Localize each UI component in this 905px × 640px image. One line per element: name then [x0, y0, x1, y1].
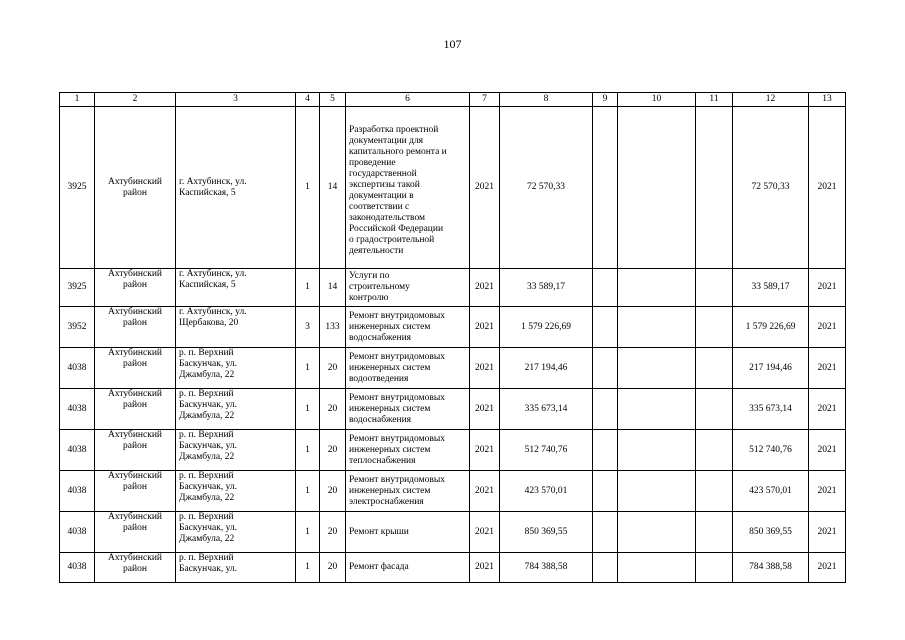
table-cell: Ахтубинский район — [95, 348, 176, 389]
table-cell — [618, 553, 696, 583]
table-cell: 1 — [296, 430, 320, 471]
table-cell: 3 — [296, 307, 320, 348]
table-cell — [593, 512, 618, 553]
table-cell — [618, 471, 696, 512]
table-row — [60, 553, 846, 583]
table-cell: р. п. Верхний Баскунчак, ул. Джамбула, 22 — [176, 389, 296, 430]
table-cell: 2021 — [470, 269, 500, 307]
table-cell — [696, 269, 733, 307]
table-row — [60, 430, 846, 471]
table-cell: 217 194,46 — [733, 348, 809, 389]
table-cell: 217 194,46 — [500, 348, 593, 389]
table-cell — [593, 269, 618, 307]
table-cell: Ахтубинский район — [95, 430, 176, 471]
table-header — [60, 93, 846, 107]
table-cell: 2021 — [470, 512, 500, 553]
column-header: 13 — [809, 93, 846, 107]
table-row — [60, 307, 846, 348]
table-cell — [696, 307, 733, 348]
column-header: 5 — [320, 93, 346, 107]
table-cell — [696, 348, 733, 389]
table-cell: 784 388,58 — [500, 553, 593, 583]
table-cell — [696, 471, 733, 512]
table-cell: 512 740,76 — [733, 430, 809, 471]
table-cell: р. п. Верхний Баскунчак, ул. — [176, 553, 296, 583]
table-row — [60, 269, 846, 307]
table-cell: Ахтубинский район — [95, 512, 176, 553]
table-cell: 4038 — [60, 430, 95, 471]
table-cell: Ремонт внутридомовых инженерных систем водоснабжения — [346, 389, 470, 430]
table-cell: 335 673,14 — [500, 389, 593, 430]
table-cell — [696, 389, 733, 430]
table-row — [60, 512, 846, 553]
table-cell — [593, 430, 618, 471]
table-cell — [618, 430, 696, 471]
column-header: 7 — [470, 93, 500, 107]
table-cell: 2021 — [470, 107, 500, 269]
table-cell — [593, 107, 618, 269]
column-header: 8 — [500, 93, 593, 107]
table-cell: 2021 — [470, 348, 500, 389]
table-cell: 2021 — [809, 430, 846, 471]
table-cell: 2021 — [470, 471, 500, 512]
table-cell: 4038 — [60, 348, 95, 389]
table-cell: г. Ахтубинск, ул. Каспийская, 5 — [176, 269, 296, 307]
table-cell: 2021 — [470, 430, 500, 471]
table-cell: г. Ахтубинск, ул. Щербакова, 20 — [176, 307, 296, 348]
table-cell: Ахтубинский район — [95, 269, 176, 307]
table-cell: Ахтубинский район — [95, 107, 176, 269]
table-cell: 1 — [296, 553, 320, 583]
table-cell — [696, 553, 733, 583]
table-cell: 20 — [320, 389, 346, 430]
table-cell — [618, 389, 696, 430]
column-header: 6 — [346, 93, 470, 107]
table-cell: 1 — [296, 107, 320, 269]
page-number: 107 — [443, 37, 462, 51]
table-body — [60, 107, 846, 583]
table-row — [60, 348, 846, 389]
table-cell: р. п. Верхний Баскунчак, ул. Джамбула, 22 — [176, 512, 296, 553]
table-cell: 1 — [296, 269, 320, 307]
table-cell — [618, 348, 696, 389]
table-cell — [593, 389, 618, 430]
column-header: 10 — [618, 93, 696, 107]
table-cell: Ремонт фасада — [346, 553, 470, 583]
table-cell: Ахтубинский район — [95, 471, 176, 512]
table-cell: 33 589,17 — [500, 269, 593, 307]
table-cell — [618, 269, 696, 307]
table-cell — [696, 430, 733, 471]
table-cell: Ремонт внутридомовых инженерных систем теплоснабжения — [346, 430, 470, 471]
table-cell: 133 — [320, 307, 346, 348]
table-cell: 20 — [320, 553, 346, 583]
table-cell: 784 388,58 — [733, 553, 809, 583]
table-cell: Ремонт внутридомовых инженерных систем водоотведения — [346, 348, 470, 389]
table-cell: Ахтубинский район — [95, 389, 176, 430]
column-header: 12 — [733, 93, 809, 107]
table-cell: 423 570,01 — [733, 471, 809, 512]
table-cell: 4038 — [60, 553, 95, 583]
table-cell: Ахтубинский район — [95, 307, 176, 348]
table-cell: 850 369,55 — [733, 512, 809, 553]
table-cell — [593, 348, 618, 389]
table-cell: 1 — [296, 512, 320, 553]
table-cell: 2021 — [809, 389, 846, 430]
table-cell: 2021 — [470, 553, 500, 583]
table-cell: 4038 — [60, 512, 95, 553]
table-cell: 2021 — [470, 307, 500, 348]
table-cell: 33 589,17 — [733, 269, 809, 307]
column-header: 3 — [176, 93, 296, 107]
table-cell: 2021 — [470, 389, 500, 430]
table-row — [60, 389, 846, 430]
table-cell: 2021 — [809, 269, 846, 307]
column-header: 4 — [296, 93, 320, 107]
table-cell — [618, 107, 696, 269]
table-cell: р. п. Верхний Баскунчак, ул. Джамбула, 22 — [176, 348, 296, 389]
column-header: 11 — [696, 93, 733, 107]
table-cell: р. п. Верхний Баскунчак, ул. Джамбула, 22 — [176, 471, 296, 512]
table-cell: 2021 — [809, 553, 846, 583]
table-cell: 2021 — [809, 107, 846, 269]
table-cell: 20 — [320, 430, 346, 471]
table-cell — [696, 512, 733, 553]
table-cell: Ахтубинский район — [95, 553, 176, 583]
table-cell — [593, 471, 618, 512]
table-cell: 335 673,14 — [733, 389, 809, 430]
table-cell: г. Ахтубинск, ул. Каспийская, 5 — [176, 107, 296, 269]
table-cell: 3925 — [60, 107, 95, 269]
table-cell: Услуги по строительному контролю — [346, 269, 470, 307]
table-cell: 512 740,76 — [500, 430, 593, 471]
table-row — [60, 471, 846, 512]
table-cell: Ремонт внутридомовых инженерных систем водоснабжения — [346, 307, 470, 348]
column-header: 1 — [60, 93, 95, 107]
table-cell: Разработка проектной документации для капитального ремонта и проведение государственной экспертизы такой документации в соответствии с законодательством Российской Федерации о градостроительной деятельности — [346, 107, 470, 269]
table-cell: 1 579 226,69 — [500, 307, 593, 348]
table-cell: 1 — [296, 348, 320, 389]
table-cell: 72 570,33 — [733, 107, 809, 269]
table-cell — [593, 553, 618, 583]
table-cell — [618, 512, 696, 553]
table-cell: 1 — [296, 471, 320, 512]
table-cell — [618, 307, 696, 348]
table-cell: 3952 — [60, 307, 95, 348]
table-cell: 2021 — [809, 471, 846, 512]
table-cell — [593, 307, 618, 348]
table-cell: 14 — [320, 107, 346, 269]
table-cell: 2021 — [809, 307, 846, 348]
table-cell: Ремонт крыши — [346, 512, 470, 553]
data-table — [59, 92, 846, 583]
table-cell: Ремонт внутридомовых инженерных систем электроснабжения — [346, 471, 470, 512]
table-cell: 4038 — [60, 471, 95, 512]
table-cell: 2021 — [809, 512, 846, 553]
table-cell: 20 — [320, 348, 346, 389]
table-cell: 850 369,55 — [500, 512, 593, 553]
table-cell — [696, 107, 733, 269]
table-cell: 1 579 226,69 — [733, 307, 809, 348]
table-cell: 20 — [320, 512, 346, 553]
table-row — [60, 107, 846, 269]
table-cell: 423 570,01 — [500, 471, 593, 512]
table-cell: 14 — [320, 269, 346, 307]
header-row — [60, 93, 846, 107]
table-cell: 72 570,33 — [500, 107, 593, 269]
table-cell: 4038 — [60, 389, 95, 430]
column-header: 2 — [95, 93, 176, 107]
table-cell: р. п. Верхний Баскунчак, ул. Джамбула, 22 — [176, 430, 296, 471]
table-cell: 2021 — [809, 348, 846, 389]
column-header: 9 — [593, 93, 618, 107]
table-cell: 1 — [296, 389, 320, 430]
table-cell: 20 — [320, 471, 346, 512]
table-cell: 3925 — [60, 269, 95, 307]
